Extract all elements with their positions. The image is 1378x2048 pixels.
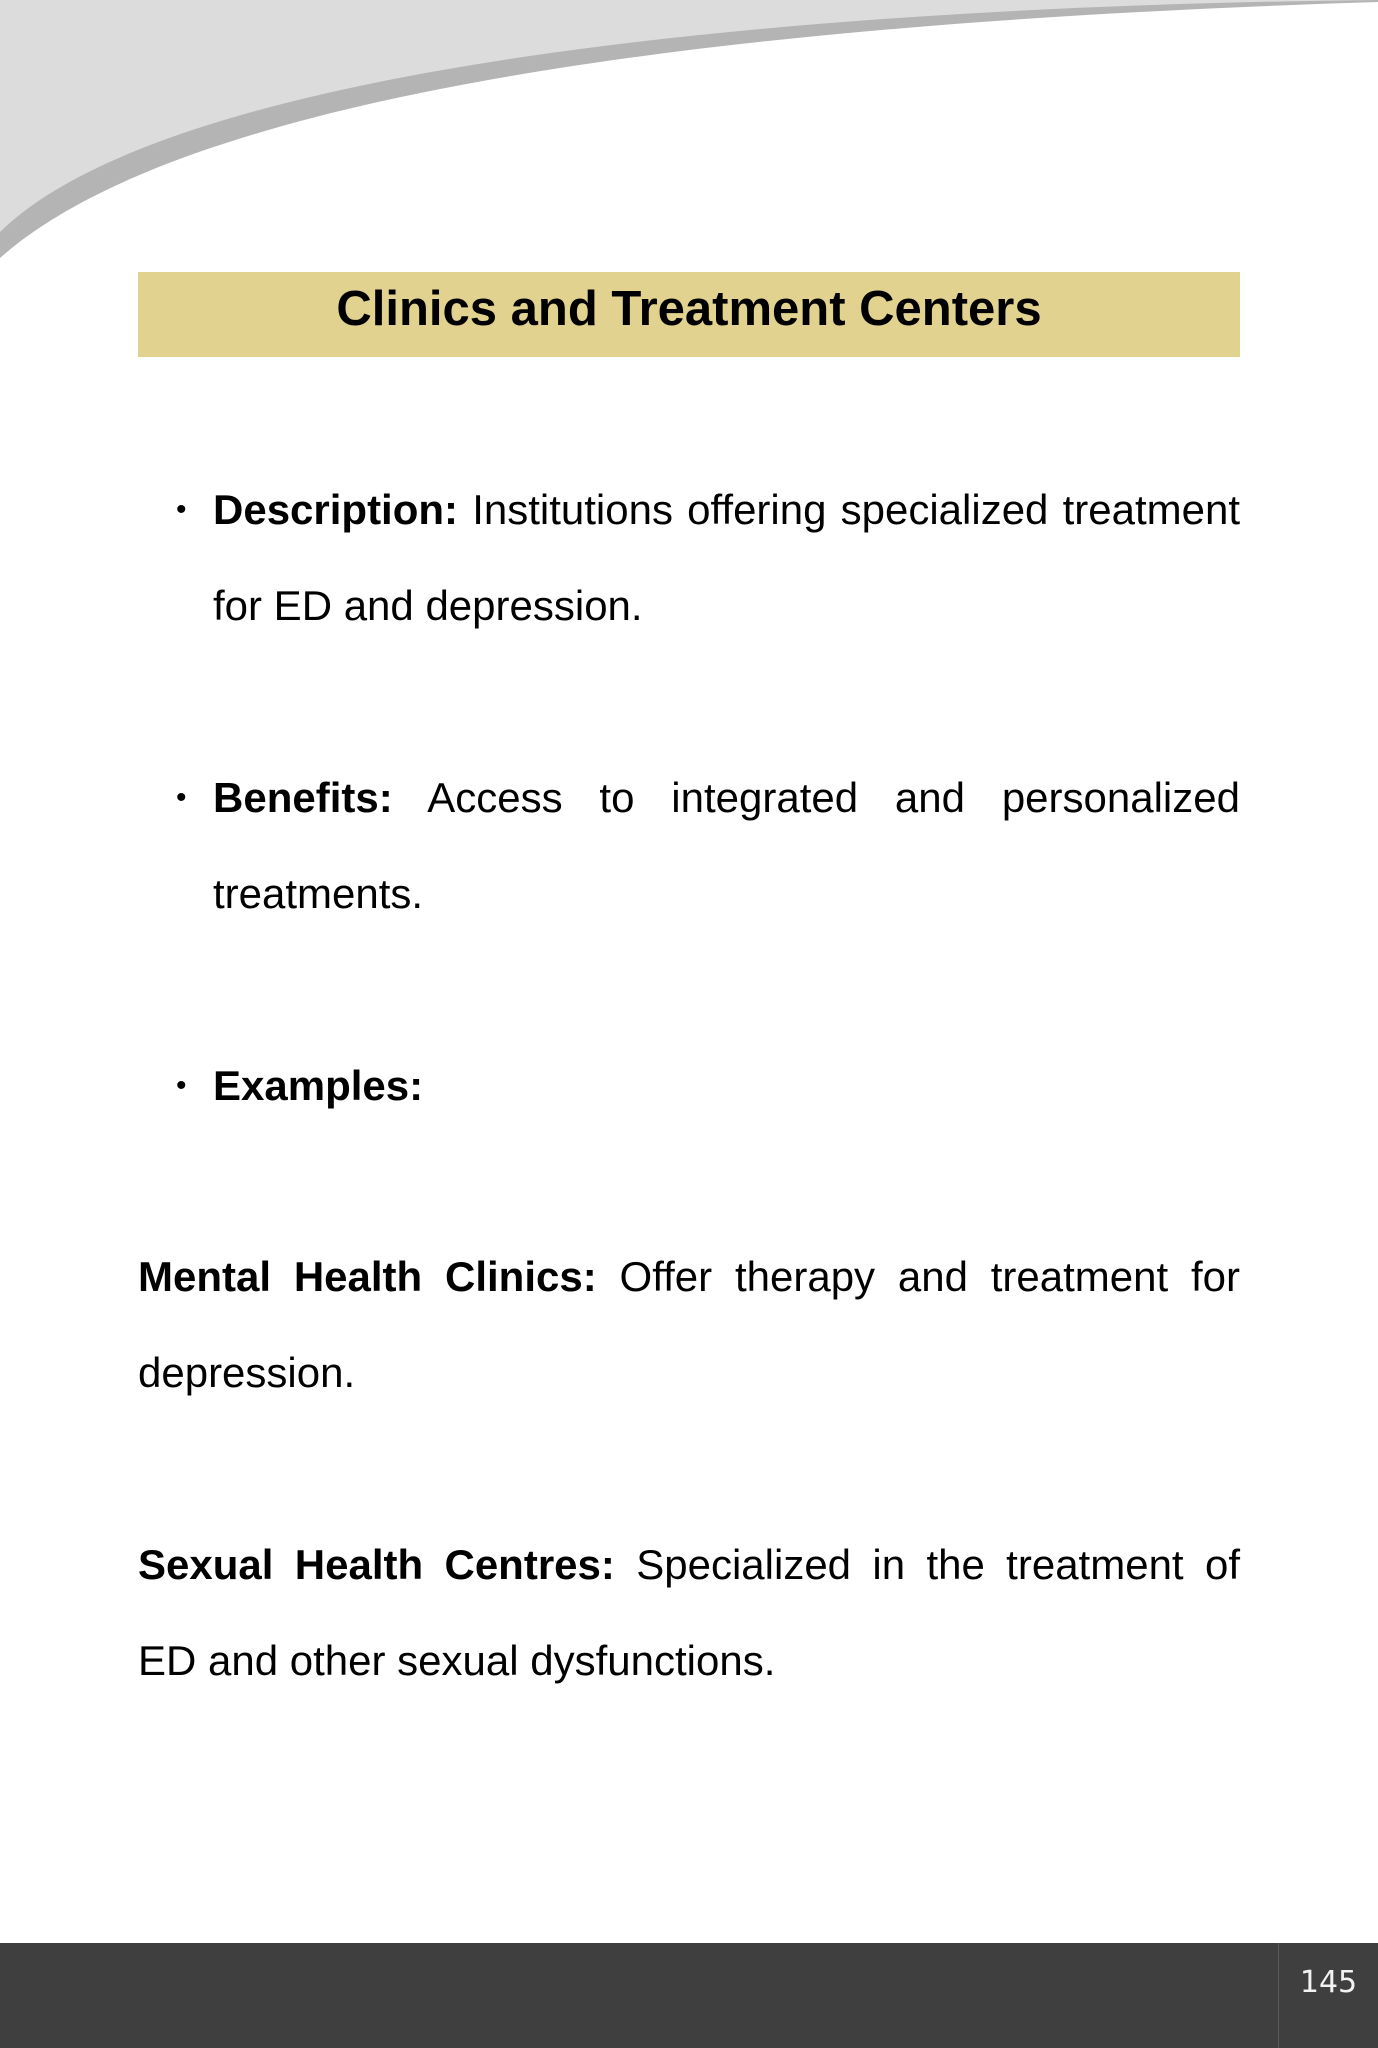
bullet-label: Examples: bbox=[213, 1062, 424, 1109]
bullet-dot: • bbox=[176, 781, 187, 814]
bullet-label: Benefits: bbox=[213, 774, 393, 821]
example-text: Specialized in the treatment of ED and other sexual dysfunctions. bbox=[138, 1541, 1240, 1684]
bullet-dot: • bbox=[176, 1069, 187, 1102]
bullet-text: Institutions offering specialized treatment for ED and depression. bbox=[213, 486, 1240, 629]
bullet-description bbox=[213, 462, 1240, 654]
example-label: Mental Health Clinics: bbox=[138, 1253, 597, 1300]
page-title: Clinics and Treatment Centers bbox=[336, 282, 1042, 336]
example-mental-health-clinics bbox=[138, 1229, 1240, 1421]
page-number-box bbox=[1278, 1943, 1378, 2048]
bullet-dot: • bbox=[176, 493, 187, 526]
bullet-examples bbox=[213, 1038, 1240, 1134]
page-number: 145 bbox=[1299, 1965, 1358, 2000]
footer-bar bbox=[0, 1943, 1378, 2048]
bullet-label: Description: bbox=[213, 486, 459, 533]
title-banner bbox=[138, 272, 1240, 357]
bullet-benefits bbox=[213, 750, 1240, 942]
example-text: Offer therapy and treatment for depression. bbox=[138, 1253, 1241, 1396]
bullet-text: Access to integrated and personalized treatments. bbox=[213, 774, 1240, 917]
example-sexual-health-centres bbox=[138, 1517, 1240, 1709]
header-swoosh-decoration bbox=[0, 0, 1378, 300]
example-label: Sexual Health Centres: bbox=[138, 1541, 615, 1588]
